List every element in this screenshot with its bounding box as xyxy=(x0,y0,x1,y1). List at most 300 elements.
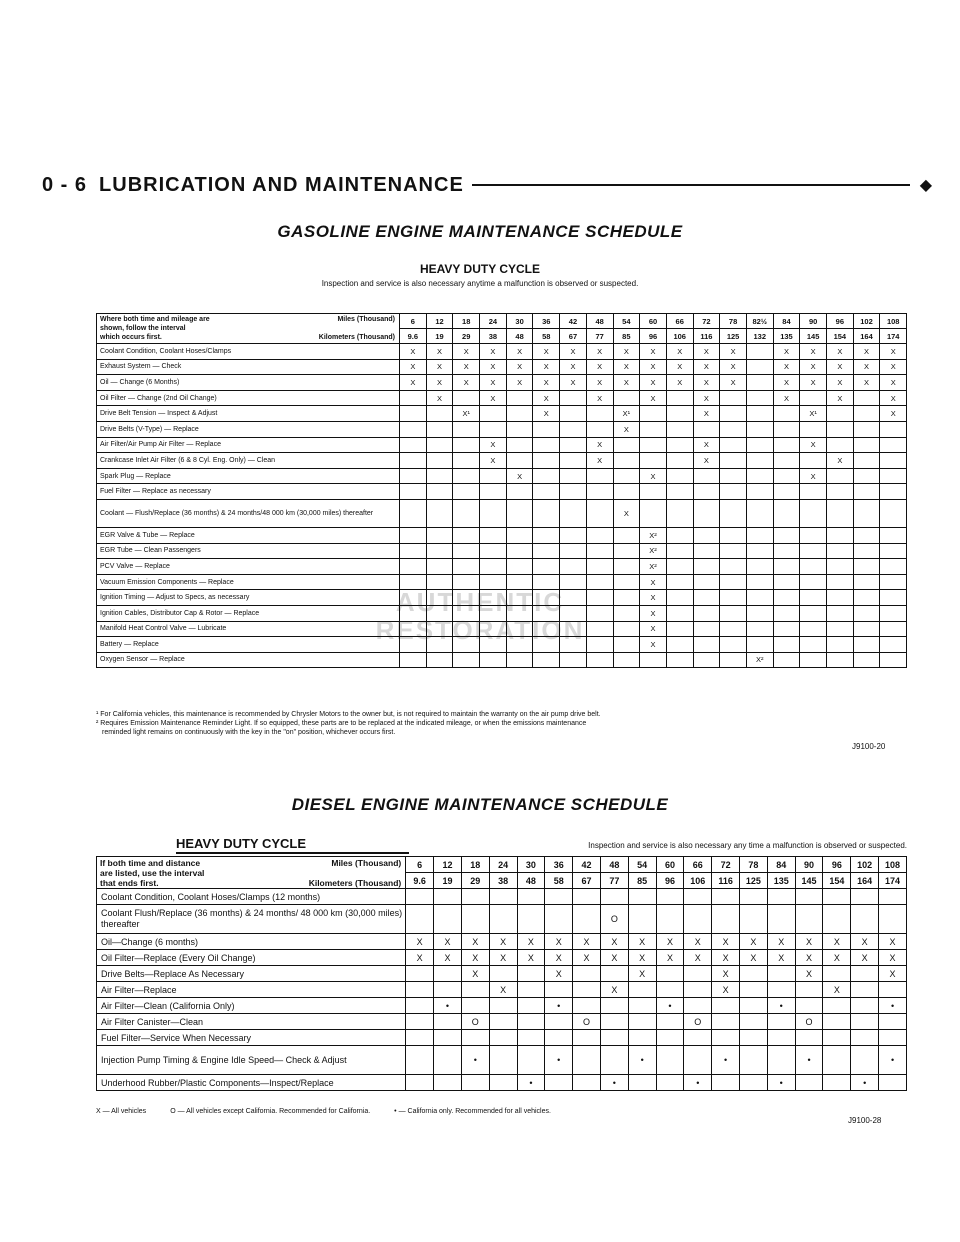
schedule-mark-cell xyxy=(767,889,795,905)
miles-header-cell: 90 xyxy=(800,314,827,329)
schedule-mark-cell xyxy=(506,637,533,653)
schedule-mark-cell xyxy=(640,421,667,437)
schedule-mark-cell xyxy=(560,559,587,575)
header-row-miles xyxy=(97,314,907,329)
schedule-mark-cell xyxy=(560,468,587,484)
km-header-cell: 9.6 xyxy=(400,329,427,344)
schedule-mark-cell xyxy=(533,637,560,653)
schedule-mark-cell xyxy=(573,889,601,905)
page-header xyxy=(42,172,932,198)
schedule-mark-cell xyxy=(800,637,827,653)
schedule-mark-cell: O xyxy=(600,905,628,934)
schedule-mark-cell xyxy=(720,605,747,621)
schedule-mark-cell: X² xyxy=(746,652,773,668)
schedule-mark-cell: X¹ xyxy=(800,406,827,422)
schedule-mark-cell xyxy=(426,574,453,590)
table-row xyxy=(97,406,907,422)
miles-header-cell: 18 xyxy=(461,857,489,873)
schedule-mark-cell: X xyxy=(453,359,480,375)
schedule-mark-cell xyxy=(880,543,907,559)
schedule-mark-cell xyxy=(560,406,587,422)
schedule-mark-cell: X xyxy=(600,950,628,966)
schedule-mark-cell xyxy=(400,453,427,469)
schedule-mark-cell xyxy=(853,468,880,484)
gasoline-footnotes xyxy=(96,710,907,737)
schedule-mark-cell: X xyxy=(640,390,667,406)
schedule-mark-cell xyxy=(880,590,907,606)
schedule-mark-cell: X xyxy=(480,375,507,391)
watermark: AUTHENTIC RESTORATION xyxy=(375,587,585,645)
table-row xyxy=(97,421,907,437)
schedule-mark-cell xyxy=(573,982,601,998)
miles-header-cell: 36 xyxy=(545,857,573,873)
diesel-header-line xyxy=(96,836,907,854)
schedule-mark-cell xyxy=(533,421,560,437)
schedule-mark-cell xyxy=(586,605,613,621)
schedule-mark-cell: • xyxy=(879,998,907,1014)
schedule-mark-cell xyxy=(406,1046,434,1075)
schedule-mark-cell: X xyxy=(640,621,667,637)
miles-header-cell: 84 xyxy=(767,857,795,873)
schedule-mark-cell xyxy=(684,889,712,905)
schedule-mark-cell xyxy=(517,1014,545,1030)
schedule-mark-cell: X xyxy=(851,934,879,950)
schedule-mark-cell: X xyxy=(880,344,907,360)
schedule-mark-cell xyxy=(560,484,587,500)
schedule-mark-cell xyxy=(773,484,800,500)
schedule-mark-cell xyxy=(461,998,489,1014)
schedule-mark-cell xyxy=(560,421,587,437)
service-item-label: PCV Valve — Replace xyxy=(97,559,400,575)
table-row xyxy=(97,1075,907,1091)
schedule-mark-cell: X xyxy=(545,966,573,982)
schedule-mark-cell: X xyxy=(586,359,613,375)
km-header-cell: 164 xyxy=(853,329,880,344)
schedule-mark-cell xyxy=(453,590,480,606)
diesel-legend xyxy=(96,1108,907,1115)
schedule-mark-cell xyxy=(740,1030,768,1046)
schedule-mark-cell xyxy=(773,590,800,606)
service-item-label: Battery — Replace xyxy=(97,637,400,653)
km-header-cell: 29 xyxy=(453,329,480,344)
schedule-mark-cell xyxy=(720,406,747,422)
schedule-mark-cell: X xyxy=(613,375,640,391)
schedule-mark-cell: • xyxy=(434,998,462,1014)
schedule-mark-cell xyxy=(480,621,507,637)
schedule-mark-cell xyxy=(746,590,773,606)
schedule-mark-cell: X xyxy=(795,950,823,966)
schedule-mark-cell: X xyxy=(613,359,640,375)
service-item-label: Fuel Filter — Replace as necessary xyxy=(97,484,400,500)
schedule-mark-cell xyxy=(453,437,480,453)
schedule-mark-cell: X xyxy=(613,421,640,437)
schedule-mark-cell xyxy=(746,453,773,469)
schedule-mark-cell xyxy=(656,1030,684,1046)
schedule-mark-cell xyxy=(613,527,640,543)
schedule-mark-cell: X xyxy=(545,950,573,966)
schedule-mark-cell: X xyxy=(693,344,720,360)
schedule-mark-cell xyxy=(693,605,720,621)
schedule-mark-cell: • xyxy=(545,998,573,1014)
km-header-cell: 58 xyxy=(545,873,573,889)
interval-header-label: If both time and distance Miles (Thousand) are listed, use the interval that ends first. Kilometers (Thousand) xyxy=(97,857,406,889)
schedule-mark-cell xyxy=(666,499,693,527)
schedule-mark-cell: X xyxy=(506,375,533,391)
schedule-mark-cell xyxy=(453,605,480,621)
schedule-mark-cell xyxy=(746,375,773,391)
schedule-mark-cell xyxy=(746,574,773,590)
schedule-mark-cell: X xyxy=(480,359,507,375)
schedule-mark-cell: X xyxy=(586,437,613,453)
footnote-2-cont: reminded light remains on continuously with the key in the "on" position, whichever occurs first. xyxy=(102,729,396,736)
schedule-mark-cell xyxy=(533,468,560,484)
schedule-mark-cell xyxy=(666,637,693,653)
schedule-mark-cell xyxy=(480,499,507,527)
schedule-mark-cell xyxy=(489,998,517,1014)
schedule-mark-cell xyxy=(400,390,427,406)
schedule-mark-cell xyxy=(426,406,453,422)
schedule-mark-cell xyxy=(560,621,587,637)
schedule-mark-cell xyxy=(823,905,851,934)
schedule-mark-cell xyxy=(426,590,453,606)
schedule-mark-cell xyxy=(795,905,823,934)
table-row xyxy=(97,934,907,950)
schedule-mark-cell xyxy=(613,605,640,621)
schedule-mark-cell: X xyxy=(712,982,740,998)
schedule-mark-cell xyxy=(773,499,800,527)
km-header-cell: 19 xyxy=(434,873,462,889)
service-item-label: Oil—Change (6 months) xyxy=(97,934,406,950)
legend-o: O — All vehicles except California. Recommended for California. xyxy=(170,1108,371,1115)
schedule-mark-cell xyxy=(426,527,453,543)
schedule-mark-cell xyxy=(693,499,720,527)
gasoline-schedule-table xyxy=(96,313,907,668)
schedule-mark-cell xyxy=(800,484,827,500)
schedule-mark-cell xyxy=(406,889,434,905)
table-row xyxy=(97,998,907,1014)
schedule-mark-cell: X xyxy=(693,406,720,422)
schedule-mark-cell: X xyxy=(767,934,795,950)
schedule-mark-cell: X xyxy=(720,375,747,391)
schedule-mark-cell xyxy=(746,421,773,437)
schedule-mark-cell xyxy=(400,637,427,653)
miles-header-cell: 24 xyxy=(480,314,507,329)
schedule-mark-cell xyxy=(480,574,507,590)
schedule-mark-cell xyxy=(573,1046,601,1075)
schedule-mark-cell: X xyxy=(453,344,480,360)
schedule-mark-cell: X xyxy=(800,468,827,484)
schedule-mark-cell xyxy=(613,437,640,453)
service-item-label: Oil — Change (6 Months) xyxy=(97,375,400,391)
schedule-mark-cell xyxy=(560,574,587,590)
schedule-mark-cell xyxy=(746,621,773,637)
schedule-mark-cell: X xyxy=(586,344,613,360)
figure-code-gasoline: J9100-20 xyxy=(852,742,886,751)
schedule-mark-cell xyxy=(800,605,827,621)
schedule-mark-cell xyxy=(489,1014,517,1030)
schedule-mark-cell xyxy=(880,621,907,637)
schedule-mark-cell xyxy=(489,889,517,905)
miles-header-cell: 48 xyxy=(600,857,628,873)
schedule-mark-cell xyxy=(879,1075,907,1091)
schedule-mark-cell: X xyxy=(434,950,462,966)
schedule-mark-cell xyxy=(426,543,453,559)
km-header-cell: 174 xyxy=(879,873,907,889)
schedule-mark-cell xyxy=(693,637,720,653)
service-item-label: EGR Valve & Tube — Replace xyxy=(97,527,400,543)
service-item-label: Air Filter/Air Pump Air Filter — Replace xyxy=(97,437,400,453)
km-header-cell: 145 xyxy=(795,873,823,889)
schedule-mark-cell xyxy=(560,652,587,668)
schedule-mark-cell: X xyxy=(879,950,907,966)
service-item-label: Exhaust System — Check xyxy=(97,359,400,375)
schedule-mark-cell xyxy=(434,1046,462,1075)
schedule-mark-cell xyxy=(434,982,462,998)
schedule-mark-cell: X xyxy=(773,344,800,360)
schedule-mark-cell xyxy=(656,1014,684,1030)
schedule-mark-cell: X xyxy=(560,359,587,375)
miles-header-cell: 54 xyxy=(628,857,656,873)
miles-header-cell: 12 xyxy=(426,314,453,329)
table-row xyxy=(97,344,907,360)
schedule-mark-cell xyxy=(656,1046,684,1075)
schedule-mark-cell: X xyxy=(800,375,827,391)
page-number: 0 - 6 xyxy=(42,173,88,196)
schedule-mark-cell: • xyxy=(517,1075,545,1091)
schedule-mark-cell xyxy=(827,621,854,637)
schedule-mark-cell: X xyxy=(517,950,545,966)
schedule-mark-cell: X xyxy=(853,344,880,360)
schedule-mark-cell xyxy=(880,484,907,500)
miles-header-cell: 90 xyxy=(795,857,823,873)
km-header-cell: 164 xyxy=(851,873,879,889)
schedule-mark-cell: X xyxy=(533,406,560,422)
schedule-mark-cell: O xyxy=(684,1014,712,1030)
schedule-mark-cell: X xyxy=(851,950,879,966)
miles-header-cell: 96 xyxy=(827,314,854,329)
km-header-cell: 67 xyxy=(560,329,587,344)
schedule-mark-cell xyxy=(880,468,907,484)
schedule-mark-cell: X xyxy=(461,934,489,950)
schedule-mark-cell xyxy=(712,905,740,934)
schedule-mark-cell: X² xyxy=(640,527,667,543)
schedule-mark-cell xyxy=(517,905,545,934)
schedule-mark-cell xyxy=(426,652,453,668)
schedule-mark-cell xyxy=(827,543,854,559)
service-item-label: Underhood Rubber/Plastic Components—Inspect/Replace xyxy=(97,1075,406,1091)
schedule-mark-cell xyxy=(406,1014,434,1030)
gasoline-note: Inspection and service is also necessary anytime a malfunction is observed or suspected. xyxy=(321,279,639,288)
schedule-mark-cell: X xyxy=(666,375,693,391)
schedule-mark-cell xyxy=(453,527,480,543)
schedule-mark-cell xyxy=(400,468,427,484)
schedule-mark-cell xyxy=(480,637,507,653)
schedule-mark-cell: X xyxy=(640,590,667,606)
service-item-label: Manifold Heat Control Valve — Lubricate xyxy=(97,621,400,637)
schedule-mark-cell xyxy=(853,621,880,637)
service-item-label: Fuel Filter—Service When Necessary xyxy=(97,1030,406,1046)
schedule-mark-cell xyxy=(480,421,507,437)
schedule-mark-cell xyxy=(746,406,773,422)
schedule-mark-cell xyxy=(656,905,684,934)
km-header-cell: 38 xyxy=(489,873,517,889)
schedule-mark-cell: X xyxy=(628,934,656,950)
schedule-mark-cell xyxy=(712,1075,740,1091)
schedule-mark-cell xyxy=(434,1030,462,1046)
schedule-mark-cell xyxy=(545,905,573,934)
schedule-mark-cell xyxy=(426,605,453,621)
schedule-mark-cell: X xyxy=(453,375,480,391)
schedule-mark-cell xyxy=(628,1030,656,1046)
schedule-mark-cell xyxy=(613,559,640,575)
schedule-mark-cell xyxy=(684,966,712,982)
schedule-mark-cell xyxy=(480,406,507,422)
schedule-mark-cell xyxy=(746,637,773,653)
schedule-mark-cell xyxy=(586,468,613,484)
header-row-miles xyxy=(97,857,907,873)
service-item-label: Oxygen Sensor — Replace xyxy=(97,652,400,668)
schedule-mark-cell: X xyxy=(613,344,640,360)
schedule-mark-cell: X xyxy=(560,375,587,391)
schedule-mark-cell: • xyxy=(712,1046,740,1075)
schedule-mark-cell xyxy=(712,1030,740,1046)
table-row xyxy=(97,375,907,391)
schedule-mark-cell xyxy=(827,652,854,668)
table-row xyxy=(97,590,907,606)
schedule-mark-cell xyxy=(880,421,907,437)
schedule-mark-cell: X xyxy=(640,375,667,391)
schedule-mark-cell: X xyxy=(880,359,907,375)
schedule-mark-cell xyxy=(800,527,827,543)
km-header-cell: 85 xyxy=(613,329,640,344)
schedule-mark-cell xyxy=(879,1030,907,1046)
schedule-mark-cell xyxy=(666,437,693,453)
service-item-label: Air Filter—Clean (California Only) xyxy=(97,998,406,1014)
miles-header-cell: 6 xyxy=(406,857,434,873)
schedule-mark-cell xyxy=(434,889,462,905)
schedule-mark-cell xyxy=(506,652,533,668)
km-header-cell: 58 xyxy=(533,329,560,344)
schedule-mark-cell xyxy=(853,559,880,575)
schedule-mark-cell: X xyxy=(640,344,667,360)
schedule-mark-cell xyxy=(628,1014,656,1030)
table-row xyxy=(97,390,907,406)
schedule-mark-cell xyxy=(800,621,827,637)
schedule-mark-cell xyxy=(586,652,613,668)
schedule-mark-cell xyxy=(767,905,795,934)
schedule-mark-cell xyxy=(506,527,533,543)
schedule-mark-cell xyxy=(506,406,533,422)
schedule-mark-cell xyxy=(823,1014,851,1030)
service-item-label: Coolant Flush/Replace (36 months) & 24 months/ 48 000 km (30,000 miles) thereafter xyxy=(97,905,406,934)
schedule-mark-cell xyxy=(656,982,684,998)
schedule-mark-cell: • xyxy=(851,1075,879,1091)
schedule-mark-cell: X xyxy=(506,468,533,484)
schedule-mark-cell xyxy=(453,637,480,653)
schedule-mark-cell xyxy=(517,982,545,998)
schedule-mark-cell xyxy=(720,543,747,559)
km-header-cell: 135 xyxy=(773,329,800,344)
km-header-cell: 125 xyxy=(720,329,747,344)
km-header-cell: 9.6 xyxy=(406,873,434,889)
schedule-mark-cell: X xyxy=(666,359,693,375)
schedule-mark-cell: X xyxy=(434,934,462,950)
schedule-mark-cell: X xyxy=(800,437,827,453)
schedule-mark-cell xyxy=(517,889,545,905)
schedule-mark-cell xyxy=(720,499,747,527)
km-header-cell: 106 xyxy=(684,873,712,889)
schedule-mark-cell: X xyxy=(712,934,740,950)
schedule-mark-cell xyxy=(693,590,720,606)
schedule-mark-cell xyxy=(453,453,480,469)
schedule-mark-cell xyxy=(853,652,880,668)
schedule-mark-cell: X xyxy=(426,359,453,375)
schedule-mark-cell xyxy=(453,574,480,590)
miles-header-cell: 60 xyxy=(656,857,684,873)
schedule-mark-cell xyxy=(517,966,545,982)
km-header-cell: 135 xyxy=(767,873,795,889)
schedule-mark-cell xyxy=(480,468,507,484)
schedule-mark-cell xyxy=(666,652,693,668)
schedule-mark-cell xyxy=(746,605,773,621)
table-row xyxy=(97,652,907,668)
schedule-mark-cell xyxy=(489,966,517,982)
km-header-cell: 48 xyxy=(517,873,545,889)
table-row xyxy=(97,359,907,375)
schedule-mark-cell xyxy=(767,966,795,982)
schedule-mark-cell xyxy=(693,574,720,590)
schedule-mark-cell: X xyxy=(795,934,823,950)
service-item-label: Drive Belts (V-Type) — Replace xyxy=(97,421,400,437)
schedule-mark-cell xyxy=(746,437,773,453)
miles-header-cell: 18 xyxy=(453,314,480,329)
schedule-mark-cell xyxy=(426,637,453,653)
schedule-mark-cell xyxy=(740,966,768,982)
schedule-mark-cell xyxy=(740,1046,768,1075)
schedule-mark-cell xyxy=(773,527,800,543)
schedule-mark-cell xyxy=(533,559,560,575)
schedule-mark-cell xyxy=(560,453,587,469)
schedule-mark-cell xyxy=(461,982,489,998)
schedule-mark-cell xyxy=(400,437,427,453)
schedule-mark-cell xyxy=(400,543,427,559)
schedule-mark-cell xyxy=(666,421,693,437)
schedule-mark-cell xyxy=(851,889,879,905)
schedule-mark-cell xyxy=(506,421,533,437)
schedule-mark-cell xyxy=(426,499,453,527)
schedule-mark-cell xyxy=(879,905,907,934)
schedule-mark-cell xyxy=(613,574,640,590)
footnote-2: ² Requires Emission Maintenance Reminder Light. If so equipped, these parts are to be replaced at the indicated mileage, or when the emissions maintenance xyxy=(96,720,587,727)
schedule-mark-cell: X xyxy=(640,637,667,653)
schedule-mark-cell: X xyxy=(795,966,823,982)
schedule-mark-cell xyxy=(560,590,587,606)
service-item-label: Injection Pump Timing & Engine Idle Speed— Check & Adjust xyxy=(97,1046,406,1075)
km-header-cell: 96 xyxy=(656,873,684,889)
miles-header-cell: 102 xyxy=(853,314,880,329)
schedule-mark-cell: X¹ xyxy=(613,406,640,422)
schedule-mark-cell xyxy=(720,484,747,500)
schedule-mark-cell xyxy=(400,499,427,527)
schedule-mark-cell xyxy=(560,605,587,621)
schedule-mark-cell xyxy=(880,559,907,575)
schedule-mark-cell xyxy=(545,982,573,998)
schedule-mark-cell xyxy=(426,437,453,453)
schedule-mark-cell xyxy=(746,527,773,543)
schedule-mark-cell xyxy=(693,543,720,559)
schedule-mark-cell xyxy=(693,527,720,543)
schedule-mark-cell xyxy=(800,652,827,668)
